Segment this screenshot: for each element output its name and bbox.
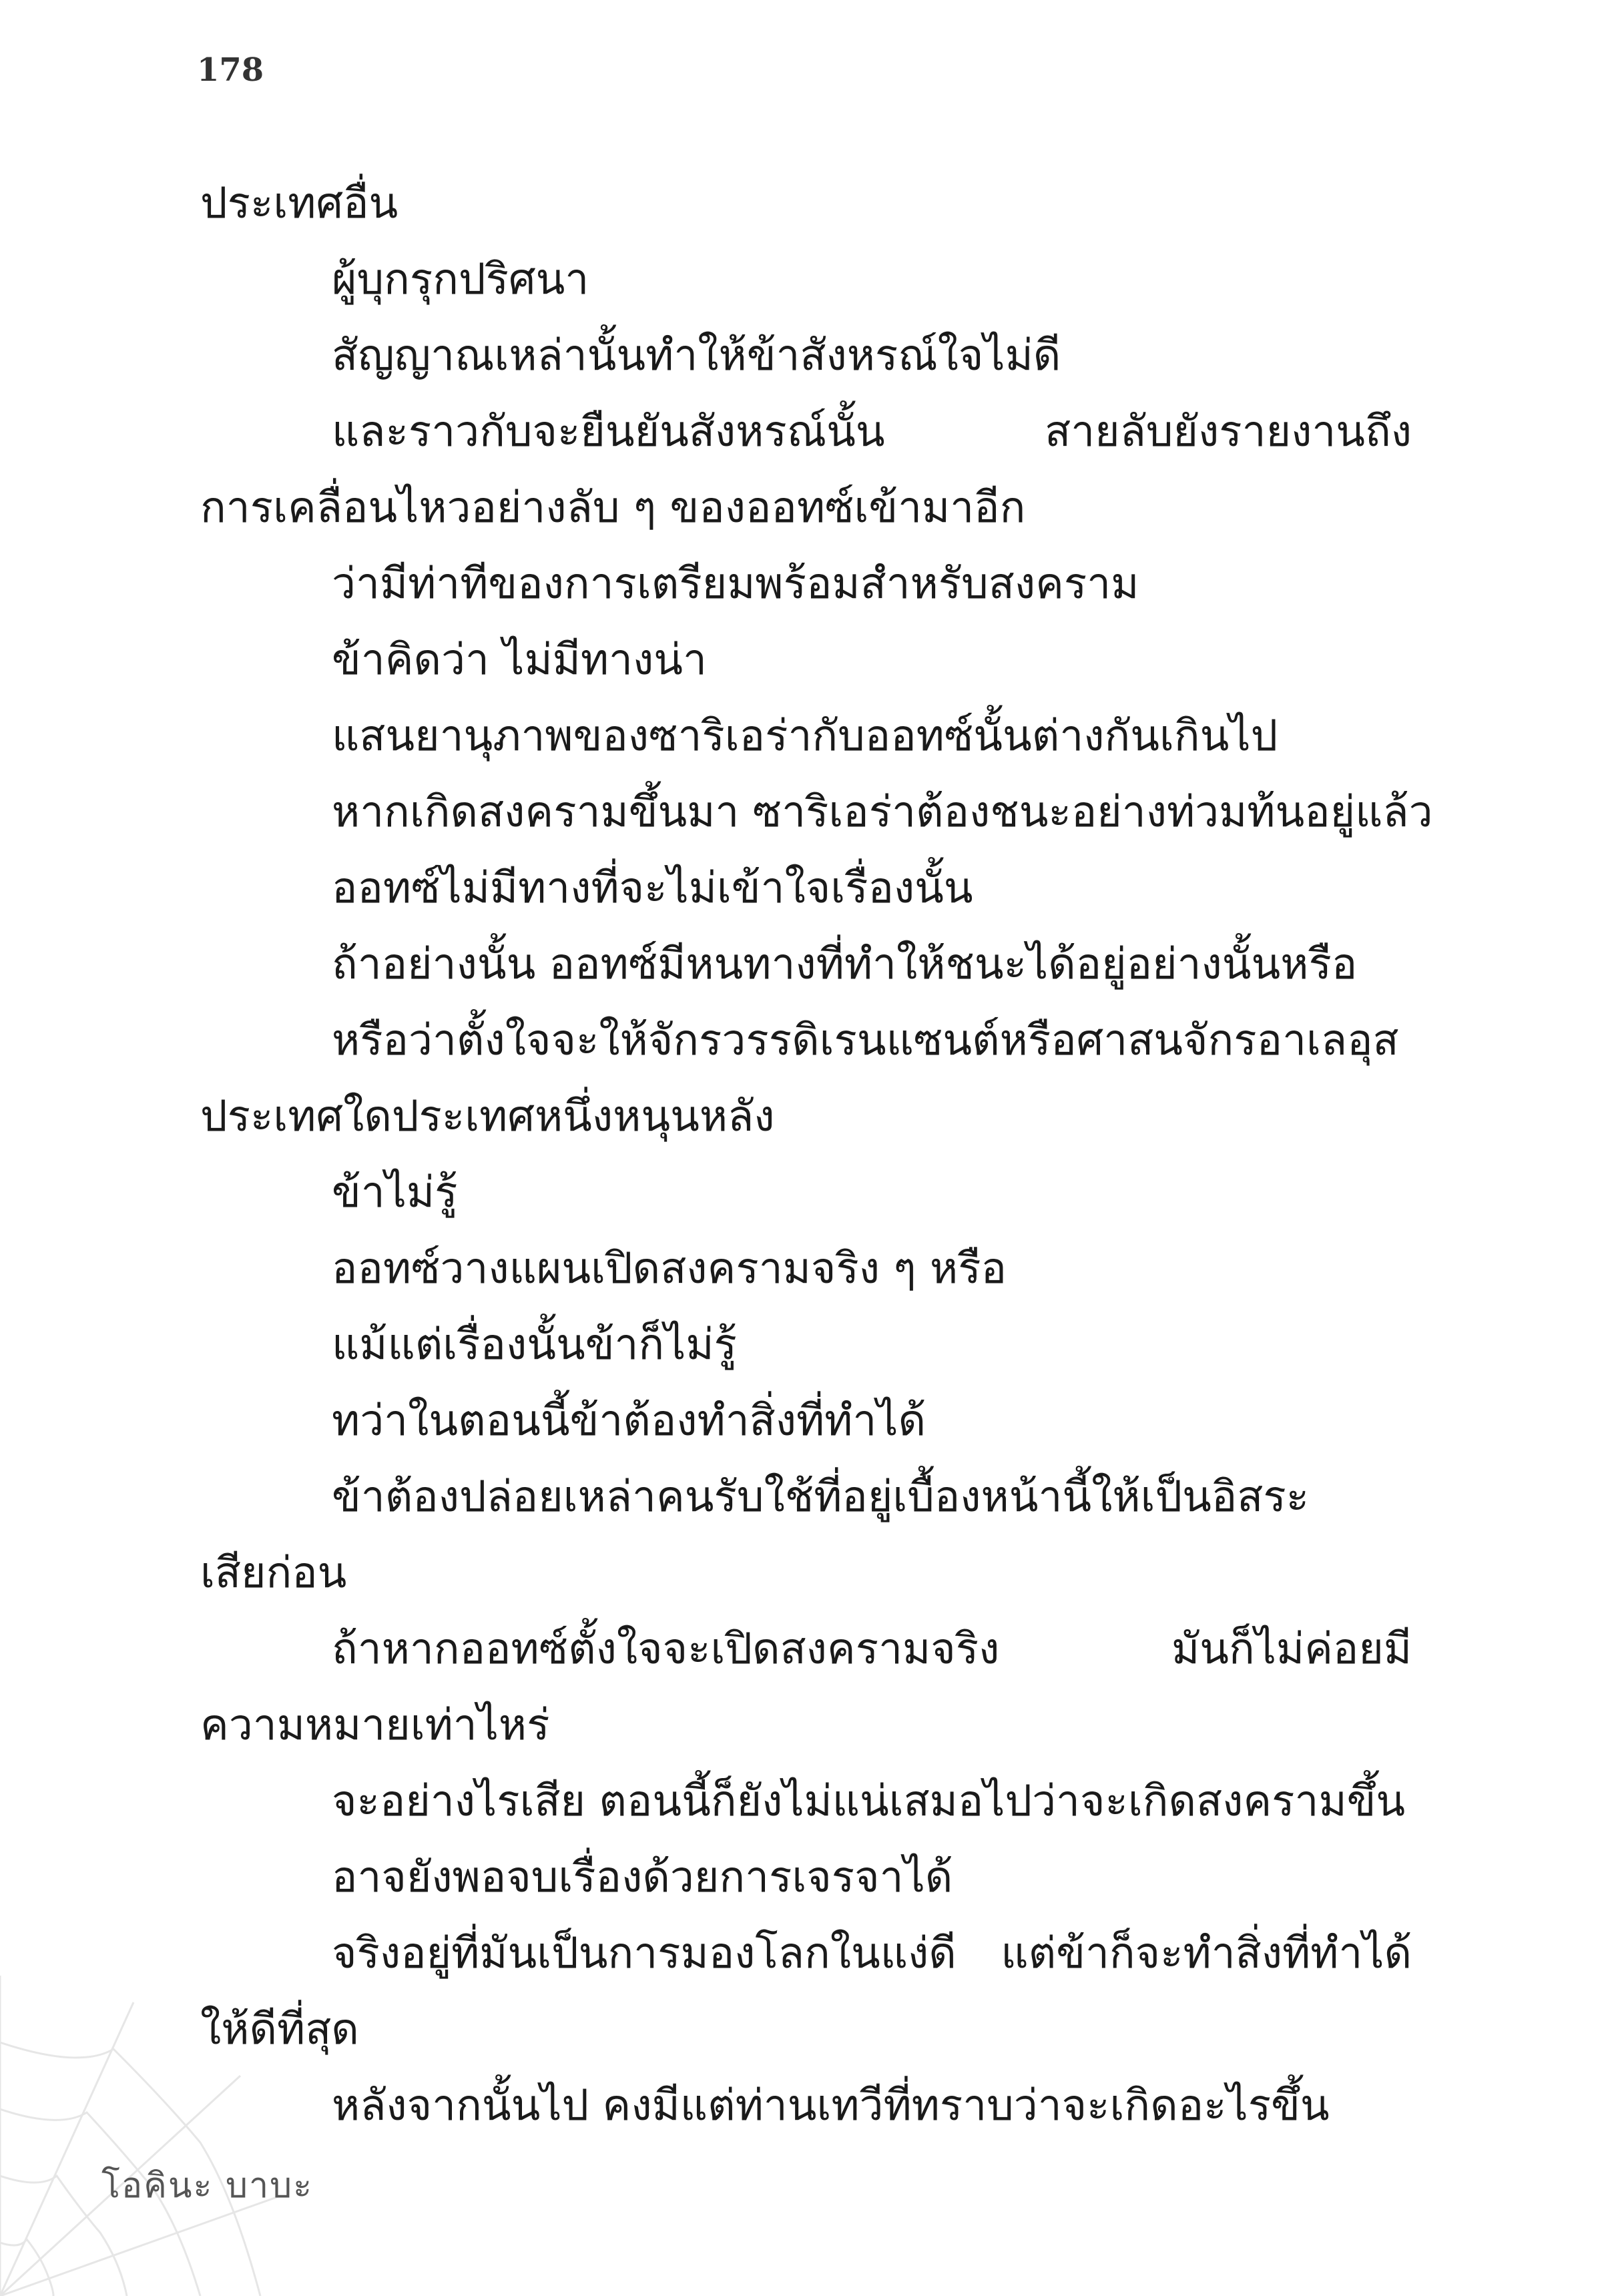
page-number: 178 [197, 51, 264, 89]
text-line: ข้าต้องปล่อยเหล่าคนรับใช้ที่อยู่เบื้องหน้านี้ให้เป็นอิสระ [332, 1472, 1310, 1522]
body-text [200, 166, 1433, 2144]
text-line: ข้าไม่รู้ [332, 1168, 458, 1217]
text-line: แสนยานุภาพของซาริเอร่ากับออทซ์นั้นต่างกันเกินไป [332, 711, 1278, 761]
text-line: ถ้าอย่างนั้น ออทซ์มีหนทางที่ทำให้ชนะได้อยู่อย่างนั้นหรือ [332, 940, 1358, 989]
text-line: จริงอยู่ที่มันเป็นการมองโลกในแง่ดี แต่ข้าก็จะทำสิ่งที่ทำได้ [332, 1929, 1412, 1978]
text-line: หลังจากนั้นไป คงมีแต่ท่านเทวีที่ทราบว่าจะเกิดอะไรขึ้น [332, 2081, 1330, 2130]
text-line: อาจยังพอจบเรื่องด้วยการเจรจาได้ [332, 1853, 953, 1902]
text-line: ออทซ์วางแผนเปิดสงครามจริง ๆ หรือ [332, 1244, 1007, 1294]
text-line: เสียก่อน [200, 1548, 347, 1598]
text-line: ประเทศใดประเทศหนึ่งหนุนหลัง [200, 1092, 775, 1141]
text-line: ประเทศอื่น [200, 179, 398, 228]
text-line: สัญญาณเหล่านั้นทำให้ข้าสังหรณ์ใจไม่ดี [332, 331, 1061, 380]
text-line: ผู้บุกรุกปริศนา [332, 255, 589, 304]
text-line: ถ้าหากออทซ์ตั้งใจจะเปิดสงครามจริง มันก็ไม่ค่อยมี [332, 1625, 1412, 1674]
text-line: ความหมายเท่าไหร่ [200, 1701, 550, 1750]
text-line: ทว่าในตอนนี้ข้าต้องทำสิ่งที่ทำได้ [332, 1396, 926, 1446]
text-line: ข้าคิดว่า ไม่มีทางน่า [332, 635, 707, 685]
text-line: ว่ามีท่าทีของการเตรียมพร้อมสำหรับสงคราม [332, 559, 1139, 609]
text-line: แม้แต่เรื่องนั้นข้าก็ไม่รู้ [332, 1320, 737, 1370]
text-line: หากเกิดสงครามขึ้นมา ซาริเอร่าต้องชนะอย่างท่วมท้นอยู่แล้ว [332, 788, 1433, 837]
text-line: จะอย่างไรเสีย ตอนนี้ก็ยังไม่แน่เสมอไปว่าจะเกิดสงครามขึ้น [332, 1777, 1406, 1826]
text-line: ให้ดีที่สุด [200, 2005, 359, 2054]
author-footer: โอคินะ บาบะ [101, 2166, 314, 2206]
cobweb-decoration [0, 1976, 280, 2296]
text-line: และราวกับจะยืนยันสังหรณ์นั้น สายลับยังรายงานถึง [332, 407, 1412, 457]
text-line: การเคลื่อนไหวอย่างลับ ๆ ของออทซ์เข้ามาอีก [200, 483, 1026, 533]
text-line: หรือว่าตั้งใจจะให้จักรวรรดิเรนแซนต์หรือศาสนจักรอาเลอุส [332, 1016, 1399, 1065]
text-line: ออทซ์ไม่มีทางที่จะไม่เข้าใจเรื่องนั้น [332, 864, 973, 913]
